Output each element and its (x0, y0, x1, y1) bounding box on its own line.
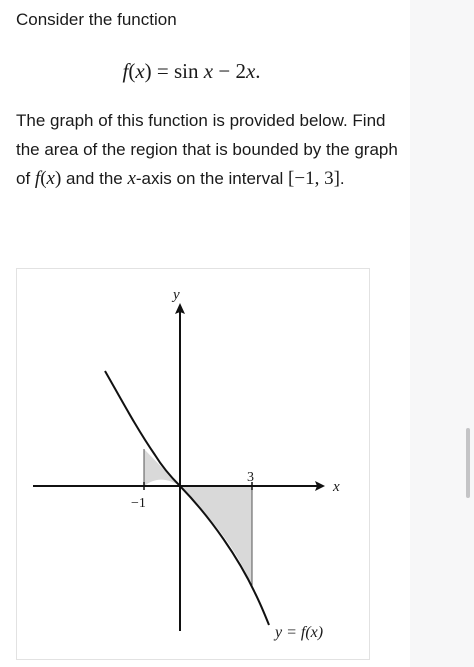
formula-minus: − (218, 59, 231, 83)
function-formula (0, 58, 383, 84)
curve-label: y = f(x) (275, 624, 324, 641)
tick-label-3: 3 (247, 470, 254, 485)
formula-period: . (255, 59, 261, 83)
formula-coef: 2 (235, 59, 246, 83)
x-axis-label: x (333, 479, 340, 495)
function-graph (16, 268, 370, 660)
formula-x2: x (245, 59, 256, 83)
formula-f-arg: (x) (128, 59, 152, 83)
formula-sin: sin (174, 59, 199, 83)
y-axis-label: y (173, 287, 180, 303)
formula-equals: = (156, 59, 169, 83)
paragraph-part2: and the (61, 169, 128, 188)
paragraph-part3: -axis on the interval (135, 169, 289, 188)
scrollbar-thumb[interactable] (466, 428, 470, 498)
graph-svg (17, 269, 371, 661)
paragraph-interval: [−1, 3] (288, 168, 340, 189)
shaded-region-right (180, 486, 252, 587)
paragraph-part1: The graph of this function is provided below. Find the area of the region that is bounded by the graph of (16, 111, 398, 188)
intro-text: Consider the function (16, 10, 177, 29)
paragraph-x: x (127, 168, 136, 189)
tick-label-neg1: −1 (131, 496, 146, 511)
formula-x: x (203, 59, 214, 83)
formula-f: f (122, 59, 129, 83)
question-paragraph (16, 106, 400, 193)
paragraph-end: . (339, 169, 345, 188)
side-panel (410, 0, 474, 667)
paragraph-fx: f(x) (34, 168, 62, 189)
